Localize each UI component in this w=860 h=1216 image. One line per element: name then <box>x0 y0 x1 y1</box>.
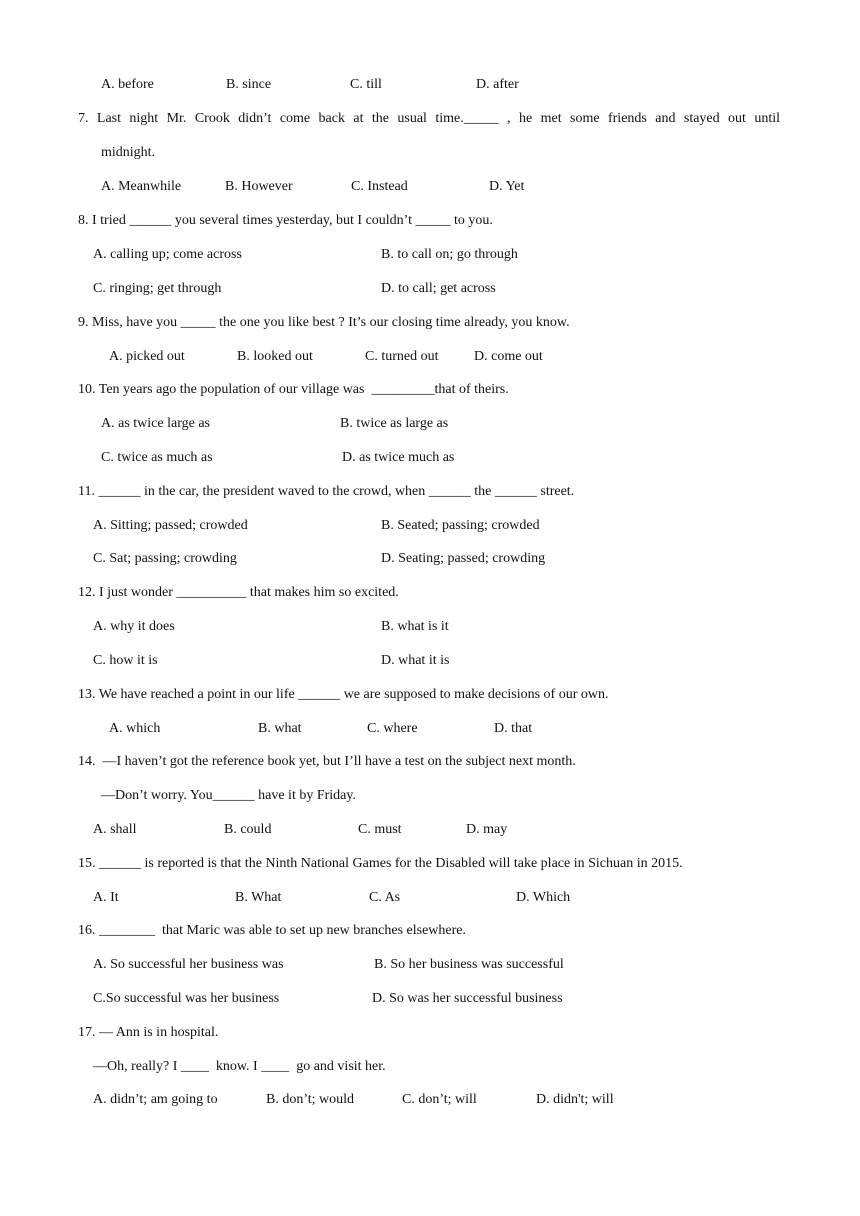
q6-option-c: C. till <box>350 77 382 92</box>
q11-option-b: B. Seated; passing; crowded <box>381 518 540 533</box>
q14-stem: 14. —I haven’t got the reference book yet, but I’ll have a test on the subject next month. <box>78 754 576 769</box>
q9-option-a: A. picked out <box>109 349 185 364</box>
q17-option-c: C. don’t; will <box>402 1092 477 1107</box>
q15-option-c: C. As <box>369 890 401 905</box>
q13-option-c: C. where <box>367 721 418 736</box>
q14-option-b: B. could <box>224 822 272 837</box>
q16-stem: 16. ________ that Maric was able to set up new branches elsewhere. <box>78 923 466 938</box>
q17-stem-reply: —Oh, really? I ____ know. I ____ go and visit her. <box>93 1059 386 1074</box>
q15-option-a: A. It <box>93 890 119 905</box>
q11-stem: 11. ______ in the car, the president waved to the crowd, when ______ the ______ street. <box>78 484 575 499</box>
q6-option-a: A. before <box>101 77 154 92</box>
q11-option-a: A. Sitting; passed; crowded <box>93 518 248 533</box>
q10-stem: 10. Ten years ago the population of our village was _________that of theirs. <box>78 382 509 397</box>
q15-stem: 15. ______ is reported is that the Ninth National Games for the Disabled will take place in Sichuan in 2015. <box>78 856 683 871</box>
q11-option-c: C. Sat; passing; crowding <box>93 551 237 566</box>
q8-option-d: D. to call; get across <box>381 281 496 296</box>
q10-option-a: A. as twice large as <box>101 416 210 431</box>
q7-stem: 7. Last night Mr. Crook didn’t come back at the usual time._____ , he met some friends and stayed out until <box>78 111 780 126</box>
q17-option-a: A. didn’t; am going to <box>93 1092 218 1107</box>
q10-option-c: C. twice as much as <box>101 450 213 465</box>
q16-option-c: C.So successful was her business <box>93 991 280 1006</box>
q16-option-b: B. So her business was successful <box>374 957 564 972</box>
q7-option-b: B. However <box>225 179 293 194</box>
q12-option-a: A. why it does <box>93 619 175 634</box>
q13-option-d: D. that <box>494 721 533 736</box>
q8-stem: 8. I tried ______ you several times yesterday, but I couldn’t _____ to you. <box>78 213 493 228</box>
q8-option-c: C. ringing; get through <box>93 281 222 296</box>
q12-option-d: D. what it is <box>381 653 450 668</box>
q11-option-d: D. Seating; passed; crowding <box>381 551 546 566</box>
q13-option-b: B. what <box>258 721 302 736</box>
q15-option-d: D. Which <box>516 890 571 905</box>
q12-stem: 12. I just wonder __________ that makes him so excited. <box>78 585 399 600</box>
q16-option-a: A. So successful her business was <box>93 957 284 972</box>
q17-option-d: D. didn't; will <box>536 1092 614 1107</box>
q7-option-a: A. Meanwhile <box>101 179 182 194</box>
q12-option-c: C. how it is <box>93 653 158 668</box>
q10-option-d: D. as twice much as <box>342 450 455 465</box>
q14-stem-reply: —Don’t worry. You______ have it by Friday. <box>101 788 356 803</box>
q14-option-d: D. may <box>466 822 508 837</box>
q13-option-a: A. which <box>109 721 161 736</box>
q17-stem: 17. — Ann is in hospital. <box>78 1025 219 1040</box>
q14-option-c: C. must <box>358 822 402 837</box>
q7-option-c: C. Instead <box>351 179 408 194</box>
q9-stem: 9. Miss, have you _____ the one you like best ? It’s our closing time already, you know. <box>78 315 570 330</box>
q8-option-a: A. calling up; come across <box>93 247 242 262</box>
q13-stem: 13. We have reached a point in our life ______ we are supposed to make decisions of our own. <box>78 687 609 702</box>
q6-option-d: D. after <box>476 77 519 92</box>
q7-stem-continued: midnight. <box>101 145 156 160</box>
q6-option-b: B. since <box>226 77 272 92</box>
q9-option-c: C. turned out <box>365 349 439 364</box>
q12-option-b: B. what is it <box>381 619 449 634</box>
q9-option-d: D. come out <box>474 349 543 364</box>
q17-option-b: B. don’t; would <box>266 1092 355 1107</box>
q16-option-d: D. So was her successful business <box>372 991 563 1006</box>
q10-option-b: B. twice as large as <box>340 416 449 431</box>
q7-option-d: D. Yet <box>489 179 525 194</box>
q14-option-a: A. shall <box>93 822 137 837</box>
q15-option-b: B. What <box>235 890 282 905</box>
q9-option-b: B. looked out <box>237 349 313 364</box>
q8-option-b: B. to call on; go through <box>381 247 518 262</box>
